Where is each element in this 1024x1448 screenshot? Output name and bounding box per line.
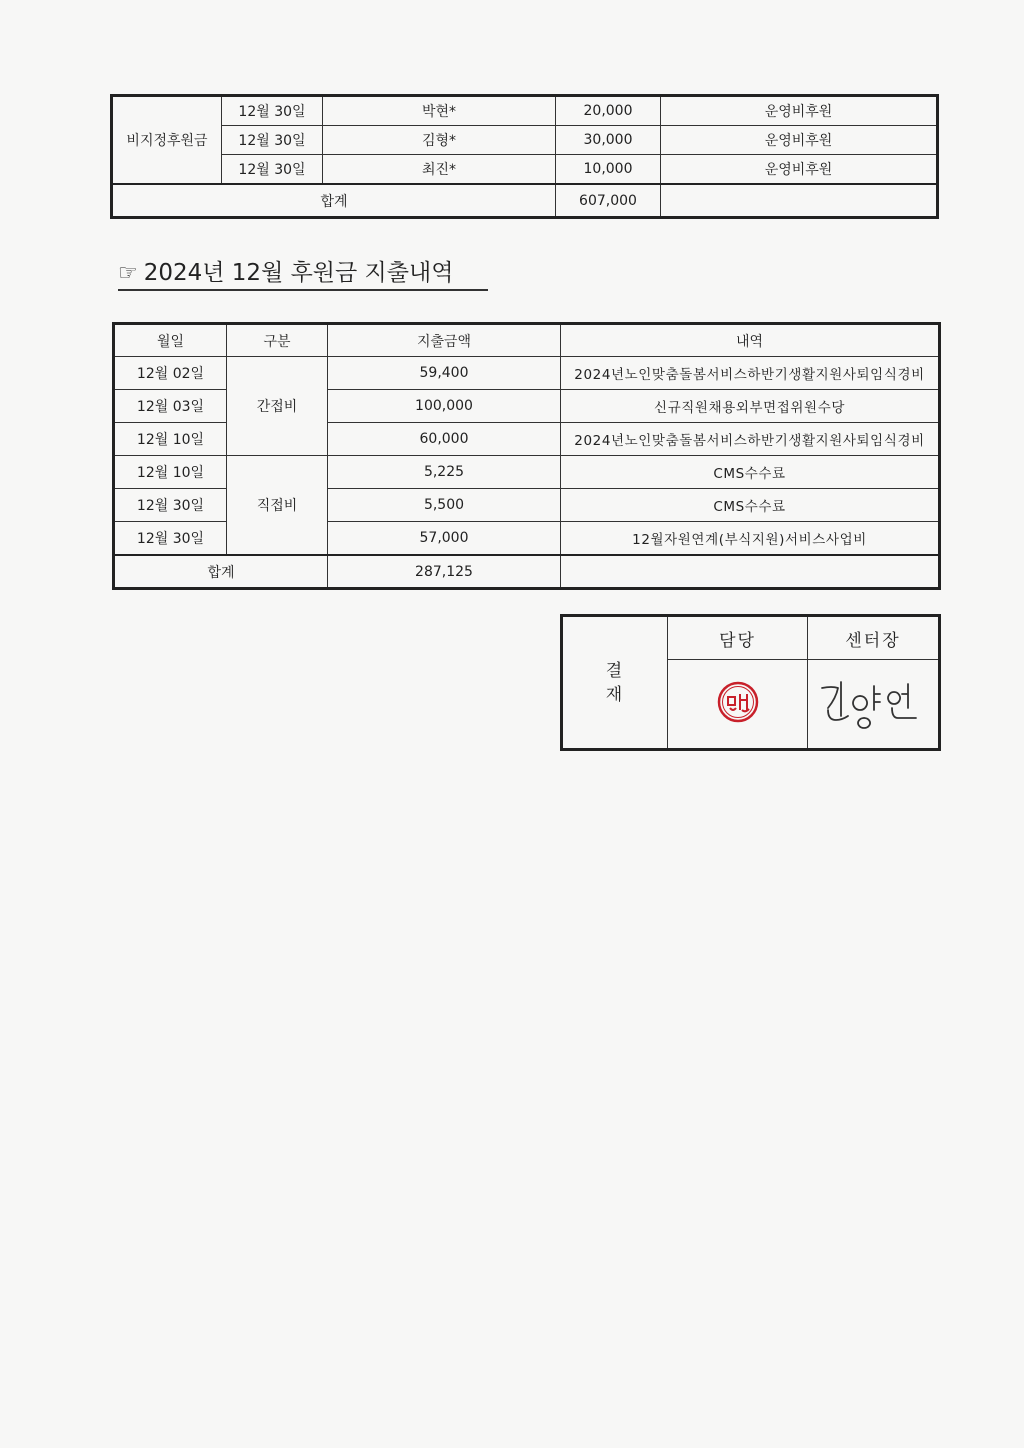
expense-date: 12월 03일 xyxy=(114,390,227,423)
expense-amount: 59,400 xyxy=(328,357,561,390)
income-total-amount: 607,000 xyxy=(556,184,661,218)
income-category: 비지정후원금 xyxy=(112,96,222,185)
expense-type: 직접비 xyxy=(227,456,328,556)
expense-amount: 57,000 xyxy=(328,522,561,556)
section-title: 2024년 12월 후원금 지출내역 xyxy=(143,260,454,286)
income-purpose: 운영비후원 xyxy=(661,96,938,126)
expense-date: 12월 10일 xyxy=(114,423,227,456)
income-purpose: 운영비후원 xyxy=(661,155,938,185)
income-total-label: 합계 xyxy=(112,184,556,218)
expense-date: 12월 10일 xyxy=(114,456,227,489)
approval-box xyxy=(560,614,941,751)
expense-desc: CMS수수료 xyxy=(561,456,940,489)
table-row xyxy=(112,155,938,185)
expense-total-empty xyxy=(561,555,940,589)
header-amount: 지출금액 xyxy=(328,324,561,357)
table-row xyxy=(114,357,940,390)
income-total-row xyxy=(112,184,938,218)
income-amount: 10,000 xyxy=(556,155,661,185)
handwritten-signature xyxy=(814,674,932,730)
income-date: 12월 30일 xyxy=(222,126,323,155)
expense-desc: 2024년노인맞춤돌봄서비스하반기생활지원사퇴임식경비 xyxy=(561,423,940,456)
income-purpose: 운영비후원 xyxy=(661,126,938,155)
income-table xyxy=(110,94,939,219)
expense-table xyxy=(112,322,941,590)
manager-stamp-cell xyxy=(668,660,808,750)
expense-date: 12월 02일 xyxy=(114,357,227,390)
expense-desc: 12월자원연계(부식지원)서비스사업비 xyxy=(561,522,940,556)
income-amount: 20,000 xyxy=(556,96,661,126)
income-name: 박현* xyxy=(323,96,556,126)
expense-type: 간접비 xyxy=(227,357,328,456)
expense-date: 12월 30일 xyxy=(114,489,227,522)
table-header-row xyxy=(114,324,940,357)
section-heading xyxy=(118,254,488,291)
expense-desc: 신규직원채용외부면접위원수당 xyxy=(561,390,940,423)
approval-col-director: 센터장 xyxy=(808,616,940,660)
table-row xyxy=(112,96,938,126)
header-date: 월일 xyxy=(114,324,227,357)
income-total-empty xyxy=(661,184,938,218)
pointing-hand-icon: ☞ xyxy=(118,261,138,286)
approval-label-line1: 결 xyxy=(605,660,625,681)
expense-desc: 2024년노인맞춤돌봄서비스하반기생활지원사퇴임식경비 xyxy=(561,357,940,390)
expense-amount: 5,225 xyxy=(328,456,561,489)
approval-header-row xyxy=(562,616,940,660)
approval-label-line2: 재 xyxy=(605,684,625,705)
table-row xyxy=(114,456,940,489)
income-amount: 30,000 xyxy=(556,126,661,155)
income-date: 12월 30일 xyxy=(222,96,323,126)
expense-amount: 5,500 xyxy=(328,489,561,522)
expense-total-amount: 287,125 xyxy=(328,555,561,589)
income-name: 김형* xyxy=(323,126,556,155)
header-type: 구분 xyxy=(227,324,328,357)
expense-total-label: 합계 xyxy=(114,555,328,589)
income-name: 최진* xyxy=(323,155,556,185)
expense-total-row xyxy=(114,555,940,589)
table-row xyxy=(112,126,938,155)
seal-stamp-icon xyxy=(716,680,760,724)
expense-amount: 100,000 xyxy=(328,390,561,423)
header-desc: 내역 xyxy=(561,324,940,357)
expense-desc: CMS수수료 xyxy=(561,489,940,522)
approval-col-manager: 담당 xyxy=(668,616,808,660)
expense-amount: 60,000 xyxy=(328,423,561,456)
expense-date: 12월 30일 xyxy=(114,522,227,556)
income-date: 12월 30일 xyxy=(222,155,323,185)
approval-label xyxy=(562,616,668,750)
director-signature-cell xyxy=(808,660,940,750)
